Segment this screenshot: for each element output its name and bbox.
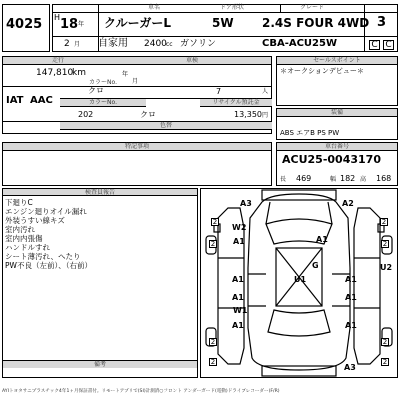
model-name: クルーガーL bbox=[104, 16, 172, 30]
inspector-note-7: PW不良（左前）、（右前） bbox=[5, 261, 92, 270]
year-era: H bbox=[54, 13, 61, 22]
recycle-header: リサイクル預託金 bbox=[200, 99, 272, 107]
door-type: 5W bbox=[212, 16, 234, 30]
damage-rl-door: A1 bbox=[232, 293, 244, 302]
damage-rear-right: A1 bbox=[345, 321, 357, 330]
damage-fl-door: A1 bbox=[232, 275, 244, 284]
footer-note: AYIトヨタサニプラスチック4年1ヶ月保証書付。リモートアプリで(SI)計測済○フロント アンダーガード(電動)ドライブレコーダー(F/R) bbox=[2, 389, 280, 394]
shaken-header: 車検 bbox=[113, 57, 271, 65]
displacement: 2400 bbox=[144, 39, 167, 49]
mileage-header: 走行 bbox=[3, 57, 113, 65]
yen-unit: 円 bbox=[262, 112, 269, 119]
color-no: 202 bbox=[78, 110, 94, 119]
damage-w1: W1 bbox=[233, 306, 248, 315]
lot-number: 4025 bbox=[6, 17, 43, 32]
year-unit: 年 bbox=[78, 21, 85, 28]
dims-width: 182 bbox=[340, 174, 356, 183]
recycle-amount: 13,350 bbox=[234, 110, 262, 119]
chassis-code: CBA-ACU25W bbox=[262, 38, 337, 49]
wheel-mark-2: 2 bbox=[381, 218, 387, 226]
dims-height-label: 高 bbox=[360, 176, 367, 183]
equipment-header: 装備 bbox=[277, 109, 397, 117]
usage: 自家用 bbox=[98, 38, 128, 49]
shaken-year-unit: 年 bbox=[122, 71, 129, 78]
damage-rear-a3: A3 bbox=[344, 363, 356, 372]
year-number: 18 bbox=[60, 17, 79, 32]
equipment: ABS エアB PS PW bbox=[280, 129, 340, 137]
dims-height: 168 bbox=[376, 174, 392, 183]
notes-header: 備考 bbox=[3, 361, 197, 368]
damage-w2: W2 bbox=[232, 223, 247, 232]
cc-unit: cc bbox=[166, 41, 173, 48]
exterior-grade: C bbox=[383, 40, 394, 50]
wheel-mark-7: 2 bbox=[210, 358, 216, 366]
mileage-value: 147,810 bbox=[36, 68, 74, 78]
wheel-mark-4: 2 bbox=[382, 240, 388, 248]
wheel-mark-1: 2 bbox=[212, 218, 218, 226]
people-unit: 人 bbox=[262, 88, 269, 95]
inspector-header: 検査員報告 bbox=[3, 189, 197, 196]
fuel: ガソリン bbox=[180, 39, 217, 49]
color-change-header: 色替 bbox=[60, 122, 272, 130]
color-header-top: カラーNo. bbox=[89, 79, 117, 86]
color-name: クロ bbox=[140, 110, 156, 119]
damage-rr-door: A1 bbox=[345, 293, 357, 302]
sales-point-header: セールスポイント bbox=[277, 57, 397, 65]
inspector-note-0: 下廻りC bbox=[5, 198, 33, 207]
inspector-note-6: シート薄汚れ、へたり bbox=[5, 252, 81, 261]
chassis-header: 車台番号 bbox=[277, 143, 397, 151]
aircon: AAC bbox=[30, 95, 53, 106]
wheel-mark-5: 2 bbox=[210, 338, 216, 346]
damage-u2: U2 bbox=[380, 263, 393, 272]
chassis-number: ACU25-0043170 bbox=[282, 153, 381, 166]
inspector-note-3: 室内汚れ bbox=[5, 225, 35, 234]
inspector-note-5: ハンドルすれ bbox=[5, 243, 50, 252]
header-model-label: 車名 bbox=[148, 4, 161, 11]
remarks-header: 特記事項 bbox=[3, 143, 271, 151]
damage-a1-left: A1 bbox=[233, 237, 245, 246]
wheel-mark-3: 2 bbox=[210, 240, 216, 248]
damage-rear-left: A1 bbox=[232, 321, 244, 330]
inspector-note-2: 外装うすい線キズ bbox=[5, 216, 65, 225]
sales-point: ＊オークションデビュー＊ bbox=[280, 67, 364, 75]
dims-length-label: 長 bbox=[280, 176, 287, 183]
color-text: クロ bbox=[88, 86, 104, 95]
mileage-unit: km bbox=[72, 68, 86, 78]
interior-grade: C bbox=[369, 40, 380, 50]
passengers: 7 bbox=[216, 87, 222, 96]
damage-a1-right: A1 bbox=[316, 235, 328, 244]
inspector-note-1: エンジン廻りオイル漏れ bbox=[5, 207, 87, 216]
transmission: IAT bbox=[6, 95, 24, 106]
damage-u1: U1 bbox=[294, 275, 307, 284]
month-unit: 月 bbox=[74, 41, 81, 48]
damage-front-right: A2 bbox=[342, 199, 354, 208]
header-doors-label: ドア形状 bbox=[220, 4, 244, 11]
header-grade-label: グレード bbox=[300, 4, 325, 11]
color-header: カラーNo. bbox=[60, 99, 146, 107]
damage-front-left: A3 bbox=[240, 199, 252, 208]
damage-g: G bbox=[312, 261, 319, 270]
wheel-mark-8: 2 bbox=[382, 358, 388, 366]
shaken-month-unit: 月 bbox=[132, 78, 139, 85]
inspector-note-4: 室内内張傷 bbox=[5, 234, 43, 243]
damage-fr-door: A1 bbox=[345, 275, 357, 284]
month-value: 2 bbox=[64, 39, 70, 49]
score: 3 bbox=[377, 15, 387, 30]
dims-length: 469 bbox=[296, 174, 312, 183]
dims-width-label: 幅 bbox=[330, 176, 337, 183]
grade-text: 2.4S FOUR 4WD bbox=[262, 16, 370, 30]
wheel-mark-6: 2 bbox=[382, 338, 388, 346]
